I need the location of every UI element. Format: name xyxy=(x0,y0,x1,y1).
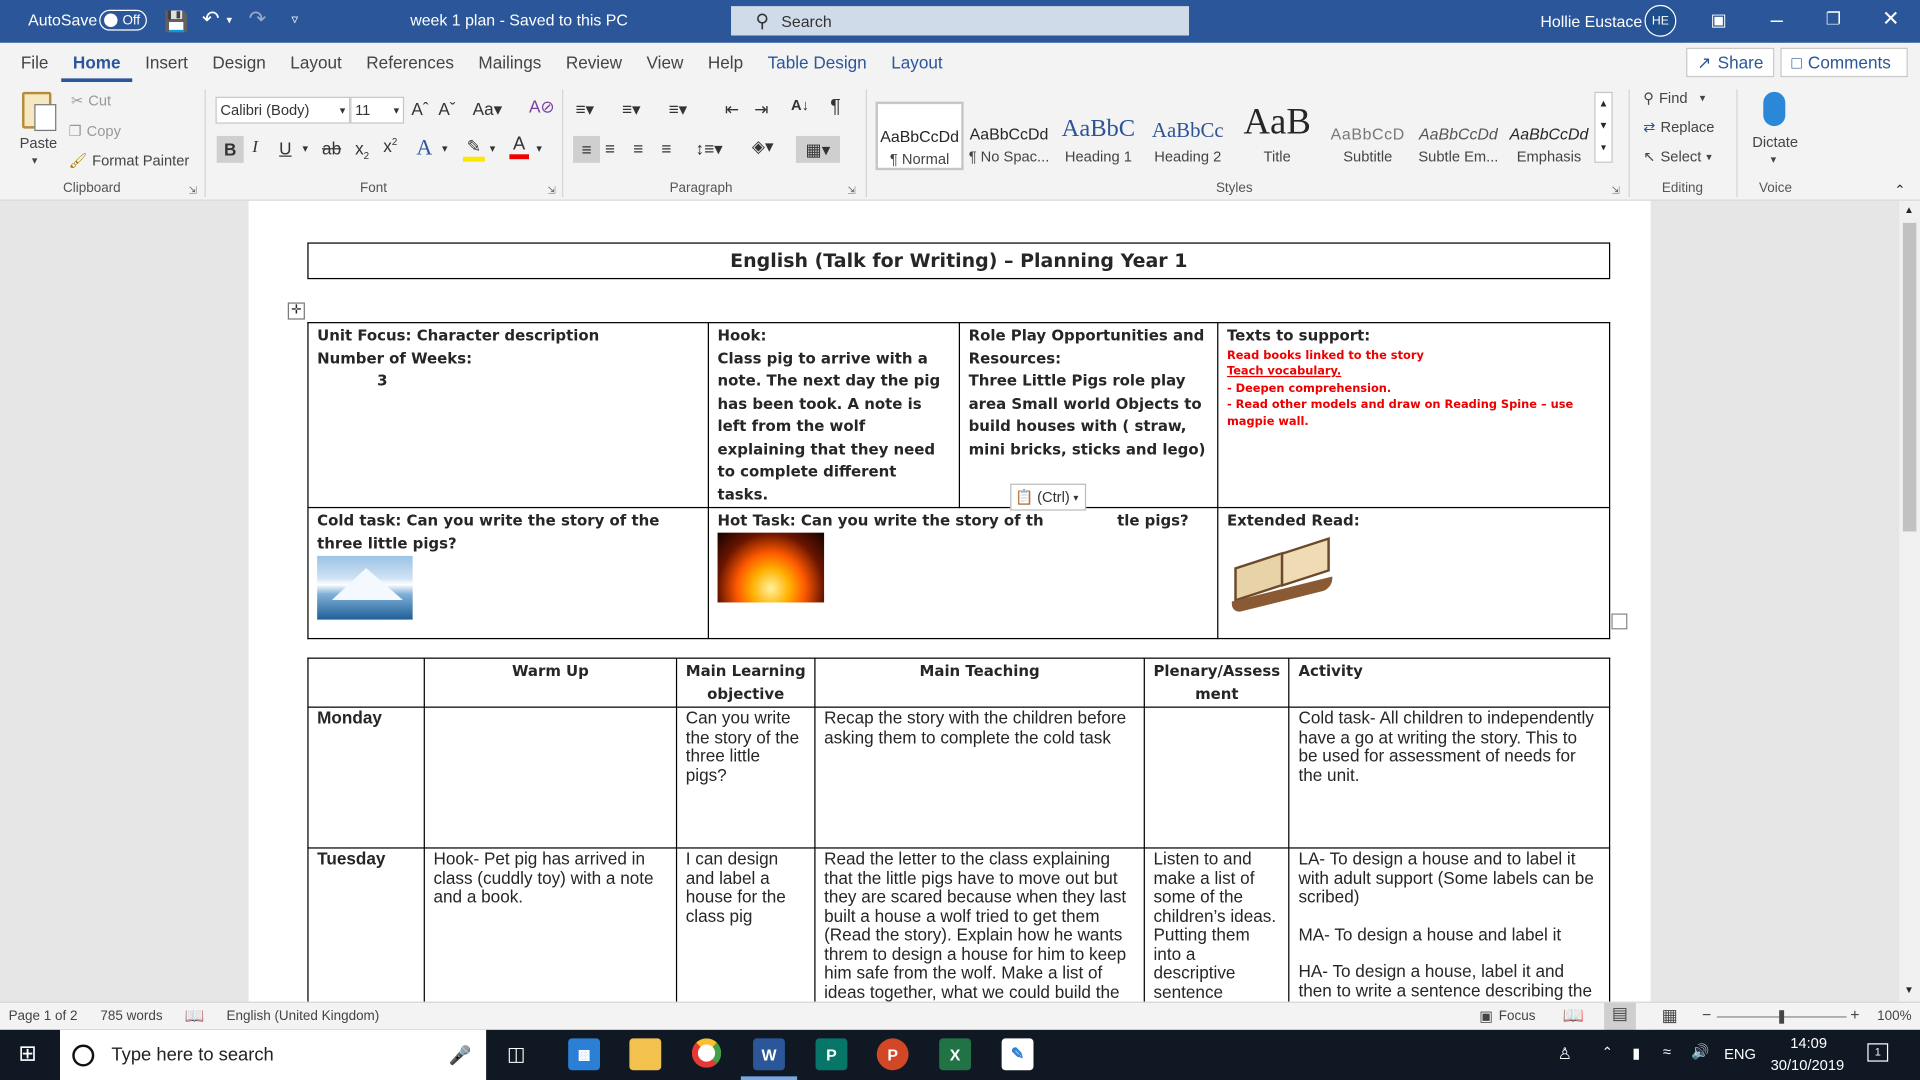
cursor-icon: ↖ xyxy=(1643,148,1656,166)
show-formatting-icon[interactable]: ¶ xyxy=(830,96,841,118)
show-hidden-icons-icon[interactable]: ⌃ xyxy=(1601,1045,1613,1061)
chevron-down-icon[interactable]: ▾ xyxy=(489,142,496,155)
unit-focus-cell[interactable] xyxy=(308,323,708,508)
texts-cell[interactable] xyxy=(1218,323,1610,508)
texts-item: - Read other models and draw on Reading Spine – use magpie wall. xyxy=(1226,397,1574,428)
share-label: Share xyxy=(1717,52,1764,73)
warmup-cell[interactable] xyxy=(424,707,676,848)
focus-button[interactable]: Focus xyxy=(1498,1008,1536,1024)
chevron-down-icon: ▾ xyxy=(1706,150,1712,163)
minimize-icon[interactable]: – xyxy=(1770,7,1783,32)
activity-ma: MA- To design a house and label it xyxy=(1298,923,1562,944)
search-icon: ⚲ xyxy=(755,11,769,32)
chevron-down-icon[interactable]: ▾ xyxy=(536,142,542,155)
paste-button[interactable] xyxy=(17,89,59,136)
search-placeholder: Search xyxy=(781,11,832,31)
zoom-slider-thumb[interactable] xyxy=(1779,1010,1784,1023)
objective-cell[interactable]: I can design and label a house for the class pig xyxy=(677,848,815,1021)
objective-cell[interactable]: Can you write the story of the three little pigs? xyxy=(677,707,815,848)
dictate-button[interactable]: Dictate xyxy=(1752,133,1799,151)
style-name: Title xyxy=(1263,148,1291,166)
style-name: Heading 1 xyxy=(1064,148,1132,166)
network-app-icon[interactable]: ▩ xyxy=(568,1038,600,1070)
battery-icon[interactable]: ▮ xyxy=(1632,1044,1641,1062)
find-button[interactable] xyxy=(1643,89,1705,106)
clear-formatting-icon[interactable]: A⊘ xyxy=(528,96,555,117)
powerpoint-icon[interactable]: P xyxy=(877,1038,909,1070)
roleplay-cell[interactable] xyxy=(959,323,1217,508)
chevron-down-icon: ▾ xyxy=(339,103,346,116)
page-title: English (Talk for Writing) – Planning Year 1 xyxy=(307,242,1610,279)
customize-toolbar-icon[interactable]: ▿ xyxy=(291,12,299,27)
volume-icon[interactable]: 🔊 xyxy=(1691,1043,1710,1061)
tab-help[interactable]: Help xyxy=(707,52,744,73)
table-row xyxy=(308,707,1610,848)
style-heading-2[interactable] xyxy=(1144,102,1232,171)
user-name[interactable]: Hollie Eustace xyxy=(1540,12,1643,31)
style-name: ¶ Normal xyxy=(889,150,950,168)
focus-icon: ▣ xyxy=(1479,1007,1494,1025)
bold-icon[interactable]: B xyxy=(217,136,244,163)
style-name: Heading 2 xyxy=(1154,148,1222,166)
collapse-ribbon-icon[interactable]: ⌃ xyxy=(1894,183,1906,199)
scrollbar-thumb[interactable] xyxy=(1903,223,1916,532)
chevron-down-icon[interactable]: ▾ xyxy=(442,142,448,155)
font-size-value: 11 xyxy=(355,101,371,119)
notes-app-icon[interactable]: ✎ xyxy=(1002,1038,1034,1070)
styles-scroll[interactable] xyxy=(1594,92,1612,163)
ribbon-display-icon[interactable]: ▣ xyxy=(1710,9,1727,30)
style-no-spacing[interactable] xyxy=(965,102,1053,171)
paste-options-button[interactable] xyxy=(1010,484,1086,511)
roleplay-title: Role Play Opportunities and Resources: xyxy=(968,326,1205,367)
texts-item: Read books linked to the story xyxy=(1226,348,1424,362)
web-layout-icon[interactable]: ▦ xyxy=(1661,1005,1678,1025)
tab-design[interactable]: Design xyxy=(212,52,266,73)
grow-font-icon[interactable]: Aˆ xyxy=(411,99,429,119)
hot-task-end: tle pigs? xyxy=(1117,511,1189,529)
style-heading-1[interactable] xyxy=(1054,102,1142,171)
zoom-in-icon[interactable]: + xyxy=(1850,1005,1860,1024)
style-name: Emphasis xyxy=(1516,148,1582,166)
avatar[interactable]: HE xyxy=(1645,5,1677,37)
shrink-font-icon[interactable]: Aˇ xyxy=(438,99,456,119)
highlight-icon[interactable]: ✎ xyxy=(463,136,485,162)
document-area xyxy=(0,201,1899,1002)
dialog-launcher-icon[interactable]: ⇲ xyxy=(1611,184,1620,196)
cold-task-cell[interactable] xyxy=(308,508,708,639)
chevron-up-icon[interactable]: ▲ xyxy=(1904,204,1914,216)
copy-icon: ❐ xyxy=(68,122,82,140)
close-icon[interactable]: ✕ xyxy=(1882,7,1900,31)
menu-bar xyxy=(0,43,1920,82)
tab-home[interactable]: Home xyxy=(61,43,133,82)
tab-file[interactable]: File xyxy=(20,52,49,73)
hot-task: Hot Task: Can you write the story of th xyxy=(717,511,1044,529)
activity-cell[interactable] xyxy=(1289,848,1609,1021)
taskbar xyxy=(0,1030,1920,1080)
style-subtitle[interactable] xyxy=(1324,102,1412,171)
taskbar-search[interactable] xyxy=(60,1030,486,1080)
style-emphasis[interactable] xyxy=(1505,102,1593,171)
header-objective: Main Learning objective xyxy=(677,658,815,707)
underline-icon[interactable]: U xyxy=(279,138,292,158)
font-color-icon[interactable]: A xyxy=(509,133,529,159)
print-layout-icon[interactable]: ▤ xyxy=(1604,1003,1636,1030)
replace-button[interactable] xyxy=(1643,119,1714,136)
style-sample: AaBbCc xyxy=(1151,118,1224,143)
style-sample: AaBbCcD xyxy=(1330,124,1405,144)
chevron-down-icon[interactable]: ▾ xyxy=(302,142,308,155)
paste-options-label: (Ctrl) xyxy=(1037,488,1070,506)
group-separator xyxy=(1629,89,1630,197)
clipboard-icon: 📋 xyxy=(1015,488,1034,506)
vertical-scrollbar[interactable] xyxy=(1899,201,1920,1002)
shading-icon[interactable]: ◈▾ xyxy=(751,135,774,156)
more-styles-icon[interactable]: ▾ xyxy=(1601,142,1606,154)
tab-table-design[interactable]: Table Design xyxy=(767,52,867,73)
style-name: Subtitle xyxy=(1343,148,1393,166)
chevron-down-icon[interactable]: ▼ xyxy=(1598,120,1609,132)
proofing-icon[interactable]: 📖 xyxy=(184,1006,205,1025)
dialog-launcher-icon[interactable]: ⇲ xyxy=(547,184,556,196)
notifications-icon[interactable]: 1 xyxy=(1867,1043,1888,1061)
select-button[interactable] xyxy=(1643,148,1712,165)
format-painter-label: Format Painter xyxy=(92,151,190,169)
paragraph-group-label: Paragraph xyxy=(669,181,733,196)
font-family-value: Calibri (Body) xyxy=(220,101,310,119)
excel-icon[interactable]: X xyxy=(939,1038,971,1070)
extended-read-cell[interactable] xyxy=(1218,508,1610,639)
replace-label: Replace xyxy=(1660,118,1715,136)
header-plenary: Plenary/Assess ment xyxy=(1144,658,1289,707)
weeks-value: 3 xyxy=(377,372,388,390)
tab-layout[interactable]: Layout xyxy=(290,52,342,73)
cold-task: Cold task: Can you write the story of the three little pigs? xyxy=(317,511,660,552)
plenary-cell[interactable] xyxy=(1144,707,1289,848)
extended-read: Extended Read: xyxy=(1226,511,1360,529)
windows-start-icon[interactable]: ⊞ xyxy=(18,1040,37,1066)
language-indicator[interactable]: English (United Kingdom) xyxy=(226,1008,380,1024)
undo-icon[interactable]: ↶ xyxy=(202,7,220,31)
select-label: Select xyxy=(1660,148,1702,166)
style-sample: AaBbC xyxy=(1061,115,1136,143)
autosave-label: AutoSave xyxy=(28,11,98,30)
font-family-select[interactable] xyxy=(216,97,351,124)
style-name: ¶ No Spac... xyxy=(968,148,1050,166)
undo-dropdown-icon[interactable]: ▾ xyxy=(226,13,233,26)
day-cell[interactable]: Monday xyxy=(308,707,424,848)
group-separator xyxy=(1736,89,1737,197)
chrome-icon[interactable] xyxy=(692,1038,721,1067)
microphone-icon[interactable] xyxy=(1763,92,1785,126)
table-resize-handle[interactable] xyxy=(1611,613,1627,629)
dialog-launcher-icon[interactable]: ⇲ xyxy=(188,184,197,196)
book-image xyxy=(1227,534,1345,607)
tab-table-layout[interactable]: Layout xyxy=(891,52,943,73)
style-title[interactable] xyxy=(1233,102,1321,171)
styles-gallery xyxy=(873,92,1610,168)
plenary-cell[interactable]: Listen to and make a list of some of the children’s ideas. Putting them into a descriptive sentence xyxy=(1144,848,1289,1021)
active-app-indicator xyxy=(741,1076,797,1080)
font-group-label: Font xyxy=(359,181,387,196)
activity-cell[interactable]: Cold task- All children to independently have a go at writing the story. This to be used for assessment of needs for the unit. xyxy=(1289,707,1609,848)
voice-group-label: Voice xyxy=(1759,181,1792,196)
microphone-icon[interactable]: 🎤 xyxy=(448,1045,472,1066)
clipboard-group-label: Clipboard xyxy=(63,181,121,196)
zoom-out-icon[interactable]: − xyxy=(1702,1005,1712,1024)
texts-item: Teach vocabulary. xyxy=(1226,364,1342,379)
multilevel-list-icon[interactable]: ≡▾ xyxy=(668,99,688,119)
style-sample: AaB xyxy=(1243,101,1311,143)
word-icon[interactable]: W xyxy=(753,1038,785,1070)
roleplay-text: Three Little Pigs role play area Small world Objects to build houses with ( straw, mini bricks, sticks and lego) xyxy=(968,372,1206,458)
publisher-icon[interactable]: P xyxy=(816,1038,848,1070)
title-bar xyxy=(0,0,1920,43)
superscript-icon[interactable]: $x^2$ xyxy=(383,135,398,156)
cortana-icon xyxy=(72,1044,94,1066)
find-label: Find xyxy=(1658,89,1688,107)
ribbon xyxy=(0,82,1920,201)
task-view-icon[interactable]: ◫ xyxy=(506,1044,526,1066)
activity-la: LA- To design a house and to label it with adult support (Some labels can be scribed) xyxy=(1298,848,1594,907)
table-row xyxy=(308,848,1610,1021)
restore-icon[interactable]: ❐ xyxy=(1825,8,1842,29)
style-sample: AaBbCcDd xyxy=(880,127,959,146)
plan-table xyxy=(307,658,1610,1022)
increase-indent-icon[interactable]: ⇥ xyxy=(754,99,769,119)
unit-table xyxy=(307,322,1610,639)
chevron-down-icon: ▾ xyxy=(1699,91,1706,104)
texts-title: Texts to support: xyxy=(1226,326,1371,345)
weeks-label: Number of Weeks: xyxy=(317,349,473,367)
hot-task-cell[interactable] xyxy=(708,508,1217,639)
clock-date[interactable]: 30/10/2019 xyxy=(1770,1056,1845,1074)
style-normal[interactable] xyxy=(876,102,964,171)
align-left-icon[interactable]: ≡ xyxy=(573,136,600,163)
cut-label: Cut xyxy=(88,91,112,109)
tab-view[interactable]: View xyxy=(646,52,684,73)
read-mode-icon[interactable]: 📖 xyxy=(1562,1005,1584,1025)
texts-item: - Deepen comprehension. xyxy=(1226,381,1392,395)
redo-icon[interactable]: ↷ xyxy=(248,7,267,31)
activity-ha: HA- To design a house, label it and then to write a sentence describing the xyxy=(1298,961,1592,1000)
sort-icon[interactable]: A↓ xyxy=(791,96,809,114)
bullets-icon[interactable]: ≡▾ xyxy=(575,99,595,119)
autosave-state: Off xyxy=(122,12,141,28)
search-box[interactable] xyxy=(731,6,1189,35)
editing-group-label: Editing xyxy=(1661,181,1704,196)
people-icon[interactable]: ♙ xyxy=(1557,1044,1572,1063)
strikethrough-icon[interactable]: ab xyxy=(322,138,342,158)
zoom-level[interactable]: 100% xyxy=(1877,1008,1912,1024)
paintbrush-icon: 🖌 xyxy=(68,151,88,169)
page-indicator[interactable]: Page 1 of 2 xyxy=(8,1008,78,1024)
decrease-indent-icon[interactable]: ⇤ xyxy=(724,99,740,119)
styles-group-label: Styles xyxy=(1215,181,1253,196)
share-icon: ↗ xyxy=(1697,52,1712,72)
style-sample: AaBbCcDd xyxy=(1509,124,1589,144)
status-bar xyxy=(0,1002,1920,1030)
chevron-down-icon[interactable]: ▼ xyxy=(1904,984,1914,996)
paste-label[interactable]: Paste xyxy=(19,134,58,152)
chevron-down-icon: ▾ xyxy=(393,103,400,116)
day-cell[interactable]: Tuesday xyxy=(308,848,424,1021)
taskbar-search-placeholder: Type here to search xyxy=(111,1044,274,1066)
style-subtle-emphasis[interactable] xyxy=(1414,102,1502,171)
cut-button[interactable] xyxy=(71,92,111,109)
copy-label: Copy xyxy=(86,122,121,140)
autosave-toggle[interactable] xyxy=(99,10,147,31)
document-page[interactable] xyxy=(249,201,1651,1061)
comment-icon: □ xyxy=(1791,52,1802,73)
hook-cell[interactable] xyxy=(708,323,959,508)
language-indicator[interactable]: ENG xyxy=(1724,1045,1756,1063)
toggle-knob xyxy=(104,13,117,26)
tab-review[interactable]: Review xyxy=(565,52,623,73)
document-title: week 1 plan - Saved to this PC xyxy=(410,11,628,30)
zoom-slider[interactable] xyxy=(1717,1016,1847,1017)
header-warm-up: Warm Up xyxy=(424,658,676,707)
justify-icon[interactable]: ≡ xyxy=(661,138,672,158)
tab-mailings[interactable]: Mailings xyxy=(478,52,542,73)
dialog-launcher-icon[interactable]: ⇲ xyxy=(847,184,856,196)
style-name: Subtle Em... xyxy=(1418,148,1499,166)
chevron-down-icon[interactable]: ▾ xyxy=(1770,153,1777,166)
header-cell xyxy=(308,658,424,707)
text-effects-icon[interactable]: A xyxy=(416,134,433,160)
align-right-icon[interactable]: ≡ xyxy=(633,138,644,158)
wifi-icon[interactable]: ≈ xyxy=(1662,1043,1671,1061)
scissors-icon: ✂ xyxy=(71,91,84,109)
header-activity: Activity xyxy=(1289,658,1609,707)
paste-dropdown-icon[interactable]: ▾ xyxy=(31,154,38,167)
subscript-icon[interactable]: $x_2$ xyxy=(355,138,370,162)
font-size-select[interactable] xyxy=(350,97,404,124)
table-move-handle-icon[interactable]: ✛ xyxy=(288,302,305,319)
magnifier-icon: ⚲ xyxy=(1643,89,1655,107)
hook-title: Hook: xyxy=(717,326,767,345)
line-spacing-icon[interactable]: ↕≡▾ xyxy=(695,138,723,158)
word-count[interactable]: 785 words xyxy=(100,1008,163,1024)
group-separator xyxy=(866,89,867,197)
clock-time[interactable]: 14:09 xyxy=(1790,1034,1827,1052)
borders-icon[interactable]: ▦▾ xyxy=(796,136,840,163)
hook-text: Class pig to arrive with a note. The next day the pig has been took. A note is left from the wolf explaining that they need to complete different tasks. xyxy=(717,349,941,503)
style-sample: AaBbCcDd xyxy=(969,124,1049,144)
italic-icon[interactable]: I xyxy=(252,138,258,157)
chevron-up-icon[interactable]: ▲ xyxy=(1598,97,1609,109)
tab-insert[interactable]: Insert xyxy=(145,52,188,73)
comments-button[interactable] xyxy=(1780,48,1907,77)
teaching-cell[interactable]: Recap the story with the children before asking them to complete the cold task xyxy=(815,707,1144,848)
tab-references[interactable]: References xyxy=(366,52,454,73)
align-center-icon[interactable]: ≡ xyxy=(604,138,615,158)
style-sample: AaBbCcDd xyxy=(1419,124,1498,144)
iceberg-image xyxy=(317,556,413,620)
copy-button[interactable] xyxy=(69,122,121,139)
warmup-cell[interactable]: Hook- Pet pig has arrived in class (cuddly toy) with a note and a book. xyxy=(424,848,676,1021)
unit-focus: Unit Focus: Character description xyxy=(317,326,600,345)
comments-label: Comments xyxy=(1807,52,1891,73)
replace-icon: ⇄ xyxy=(1643,118,1656,136)
fire-image xyxy=(718,532,825,602)
format-painter-button[interactable] xyxy=(69,152,190,169)
save-icon[interactable]: 💾 xyxy=(164,12,189,34)
change-case-icon[interactable]: Aa▾ xyxy=(472,99,503,119)
group-separator xyxy=(204,89,205,197)
numbering-icon[interactable]: ≡▾ xyxy=(622,99,641,119)
header-main-teaching: Main Teaching xyxy=(815,658,1144,707)
file-explorer-icon[interactable] xyxy=(629,1038,661,1070)
share-button[interactable] xyxy=(1686,48,1774,77)
teaching-cell[interactable]: Read the letter to the class explaining that the little pigs have to move out but they are scared because when they last built a house a wolf tried to get them (Read the story). Explain how he wants threm to design a house for him to keep him safe from the wolf. Make a list of ideas together, what we could build the xyxy=(815,848,1144,1021)
chevron-down-icon: ▾ xyxy=(1073,491,1079,503)
